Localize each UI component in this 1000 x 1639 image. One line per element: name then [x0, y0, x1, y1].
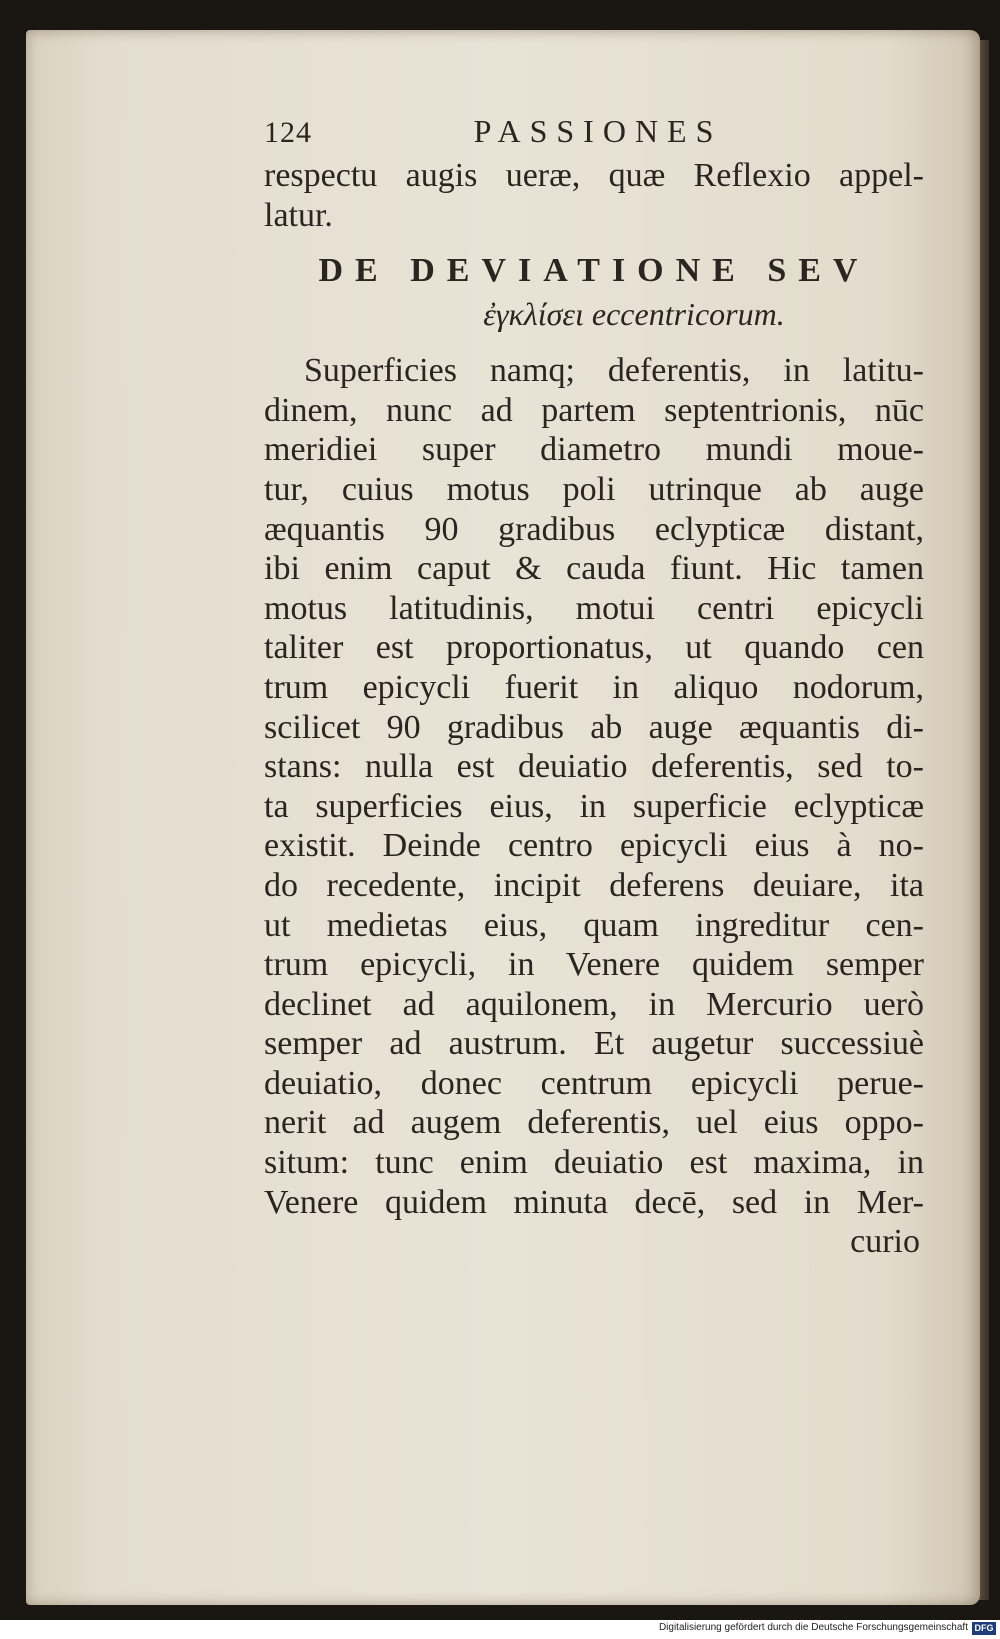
body-line: tur, cuius motus poli utrinque ab auge	[264, 470, 924, 508]
continuation-line: latur.	[264, 196, 333, 234]
body-line: trum epicycli, in Venere quidem semper	[264, 946, 924, 984]
body-line: Venere quidem minuta decē, sed in Mer-	[264, 1183, 924, 1221]
body-line: scilicet 90 gradibus ab auge æquantis di-	[264, 708, 924, 746]
catchword: curio	[850, 1223, 920, 1261]
body-line: semper ad austrum. Et augetur successiuè	[264, 1025, 924, 1063]
body-line: nerit ad augem deferentis, uel eius oppo-	[264, 1104, 924, 1142]
running-header: PASSIONES	[473, 113, 723, 149]
body-line: deuiatio, donec centrum epicycli perue-	[264, 1064, 924, 1102]
digitization-footer	[0, 1620, 1000, 1639]
body-line: Superficies namq; deferentis, in latitu-	[304, 352, 924, 390]
body-line: motus latitudinis, motui centri epicycli	[264, 589, 924, 627]
section-subheading: ἐγκλίσει eccentricorum.	[483, 296, 785, 333]
body-line: taliter est proportionatus, ut quando cen	[264, 629, 924, 667]
body-line: æquantis 90 gradibus eclypticæ distant,	[264, 510, 924, 548]
running-head	[264, 112, 924, 156]
section-heading: DE DEVIATIONE SEV	[318, 252, 870, 290]
body-line: dinem, nunc ad partem septentrionis, nūc	[264, 391, 924, 429]
body-line: declinet ad aquilonem, in Mercurio uerò	[264, 985, 924, 1023]
page-number: 124	[264, 116, 312, 149]
text-block	[264, 112, 924, 1262]
body-line: do recedente, incipit deferens deuiare, ita	[264, 866, 924, 904]
continuation-line: respectu augis ueræ, quæ Reflexio appel-	[264, 157, 924, 194]
body-line: trum epicycli fuerit in aliquo nodorum,	[264, 668, 924, 706]
body-line: ut medietas eius, quam ingreditur cen-	[264, 906, 924, 944]
funding-credit: Digitalisierung gefördert durch die Deutsche Forschungsgemeinschaft	[658, 1622, 968, 1633]
body-line: ta superficies eius, in superficie eclypticæ	[264, 787, 924, 825]
body-line: situm: tunc enim deuiatio est maxima, in	[264, 1144, 924, 1182]
body-line: existit. Deinde centro epicycli eius à no-	[264, 827, 924, 865]
body-line: stans: nulla est deuiatio deferentis, sed to-	[264, 748, 924, 786]
body-line: ibi enim caput & cauda fiunt. Hic tamen	[264, 550, 924, 588]
dfg-logo: DFG	[972, 1622, 996, 1635]
body-line: meridiei super diametro mundi moue-	[264, 431, 924, 469]
body-text	[264, 351, 924, 1262]
